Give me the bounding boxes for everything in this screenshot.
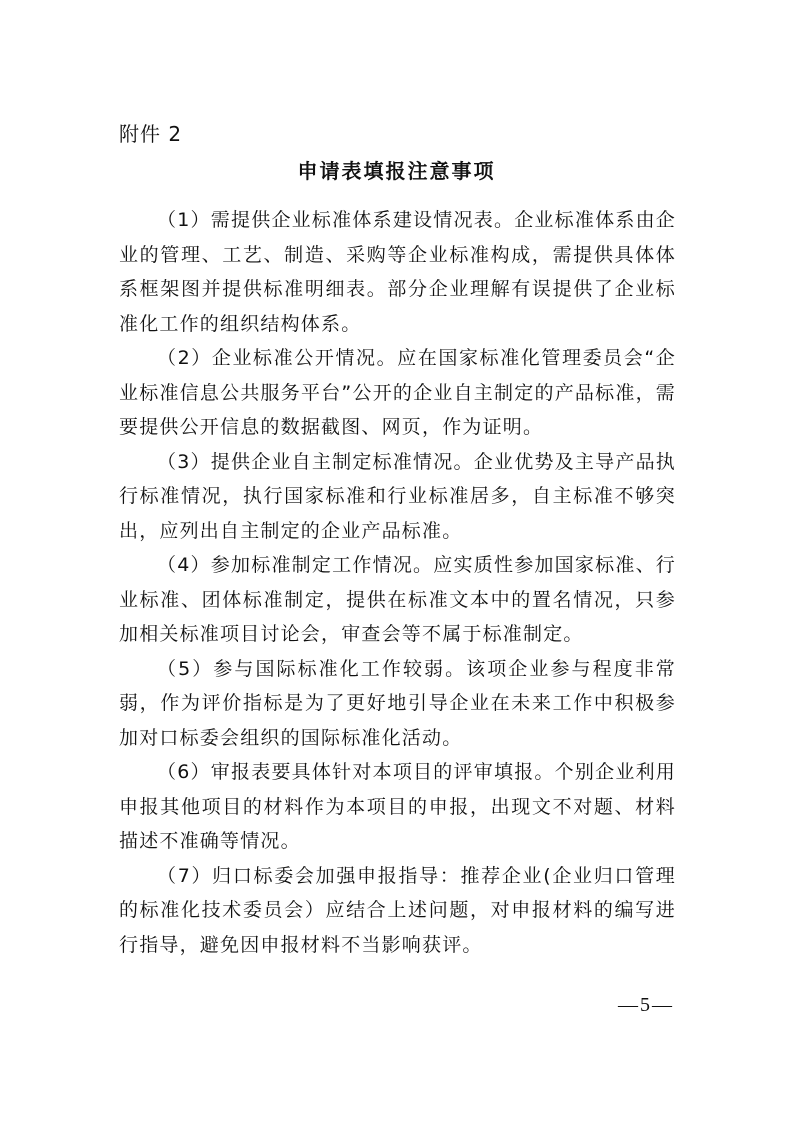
paragraph-3: （3）提供企业自主制定标准情况。企业优势及主导产品执行标准情况，执行国家标准和行业标准居多，自主标准不够突出，应列出自主制定的企业产品标准。 xyxy=(119,450,676,542)
paragraph-1: （1）需提供企业标准体系建设情况表。企业标准体系由企业的管理、工艺、制造、采购等企业标准构成，需提供具体体系框架图并提供标准明细表。部分企业理解有误提供了企业标准化工作的组织结构体系。 xyxy=(119,209,676,335)
document-title: 申请表填报注意事项 xyxy=(297,159,496,183)
paragraph-5: （5）参与国际标准化工作较弱。该项企业参与程度非常弱，作为评价指标是为了更好地引导企业在未来工作中积极参加对口标委会组织的国际标准化活动。 xyxy=(119,657,676,749)
document-body xyxy=(119,203,676,962)
page-number: —5— xyxy=(618,994,674,1016)
paragraph-6: （6）审报表要具体针对本项目的评审填报。个别企业利用申报其他项目的材料作为本项目的申报，出现文不对题、材料描述不准确等情况。 xyxy=(119,761,676,852)
attachment-label: 附件 2 xyxy=(119,122,183,146)
paragraph-2: （2）企业标准公开情况。应在国家标准化管理委员会“企业标准信息公共服务平台”公开的企业自主制定的产品标准，需要提供公开信息的数据截图、网页，作为证明。 xyxy=(119,347,676,438)
paragraph-4: （4）参加标准制定工作情况。应实质性参加国家标准、行业标准、团体标准制定，提供在标准文本中的置名情况，只参加相关标准项目讨论会，审查会等不属于标准制定。 xyxy=(119,554,676,645)
paragraph-7: （7）归口标委会加强申报指导：推荐企业(企业归口管理的标准化技术委员会）应结合上述问题，对申报材料的编写进行指导，避免因申报材料不当影响获评。 xyxy=(119,864,676,956)
